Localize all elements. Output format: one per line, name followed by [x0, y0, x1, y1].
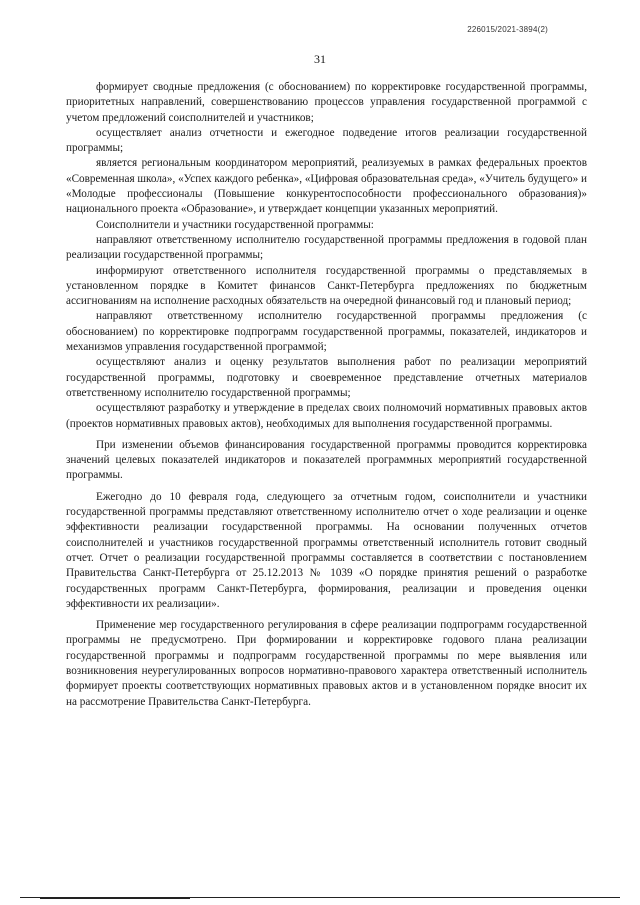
paragraph: осуществляет анализ отчетности и ежегодное подведение итогов реализации государственной программы; [66, 126, 587, 155]
paragraph: формирует сводные предложения (с обоснованием) по корректировке государственной программы, приоритетных направлений, совершенствованию процессов управления государственной программой с учетом предложений соисполнителей и участников; [66, 81, 587, 124]
document-body [66, 80, 587, 710]
paragraph: направляют ответственному исполнителю государственной программы предложения (с обоснованием) по корректировке подпрограмм государственной программы, показателей, индикаторов и механизмов управления государственной программой; [66, 310, 587, 354]
paragraph: Соисполнители и участники государственной программы: [96, 218, 374, 231]
paragraph: При изменении объемов финансирования государственной программы проводится корректировка значений целевых показателей индикаторов и показателей программных мероприятий государственной программы. [66, 438, 587, 482]
paragraph: осуществляют разработку и утверждение в пределах своих полномочий нормативных правовых актов (проектов нормативных правовых актов), необходимых для выполнения государственной программы. [66, 402, 587, 430]
paragraph: является региональным координатором мероприятий, реализуемых в рамках федеральных проектов «Современная школа», «Успех каждого ребенка», «Цифровая образовательная среда», «Учитель будущего» и «Молодые профессионалы (Повышение конкурентоспособности профессионального образования)» национального проекта «Образование», и утверждает концепции указанных мероприятий. [66, 157, 587, 216]
paragraph: информируют ответственного исполнителя государственной программы о представляемых в установленном порядке в Комитет финансов Санкт-Петербурга предложениях по бюджетным ассигнованиям на исполнение расходных обязательств на очередной финансовый год и плановый период; [66, 264, 587, 308]
document-id: 226015/2021-3894(2) [467, 25, 548, 34]
page-number: 31 [314, 52, 326, 66]
paragraph: Ежегодно до 10 февраля года, следующего за отчетным годом, соисполнители и участники государственной программы представляют ответственному исполнителю отчет о ходе реализации и оценке эффективности реализации государственной программы. На основании полученных отчетов соисполнителей и участников государственной программы ответственный исполнитель готовит сводный отчет. Отчет о реализации государственной программы составляется в соответствии с постановлением Правительства Санкт-Петербурга от 25.12.2013 № 1039 «О порядке принятия решений о разработке государственных программ Санкт-Петербурга, формирования, реализации и проведения оценки эффективности их реализации». [66, 490, 587, 610]
paragraph: осуществляют анализ и оценку результатов выполнения работ по реализации мероприятий государственной программы, подготовку и своевременное представление отчетных материалов ответственному исполнителю государственной программы; [66, 356, 587, 399]
footer-rule-thick [40, 897, 190, 899]
paragraph: направляют ответственному исполнителю государственной программы предложения в годовой план реализации государственной программы; [66, 233, 587, 262]
paragraph: Применение мер государственного регулирования в сфере реализации подпрограмм государственной программы не предусмотрено. При формировании и корректировке годового плана реализации государственной программы и подпрограмм государственной программы по мере выявления или возникновения неурегулированных вопросов нормативно-правового характера ответственный исполнитель формирует проекты соответствующих нормативных правовых актов и в установленном порядке вносит их на рассмотрение Правительства Санкт-Петербурга. [66, 619, 587, 708]
